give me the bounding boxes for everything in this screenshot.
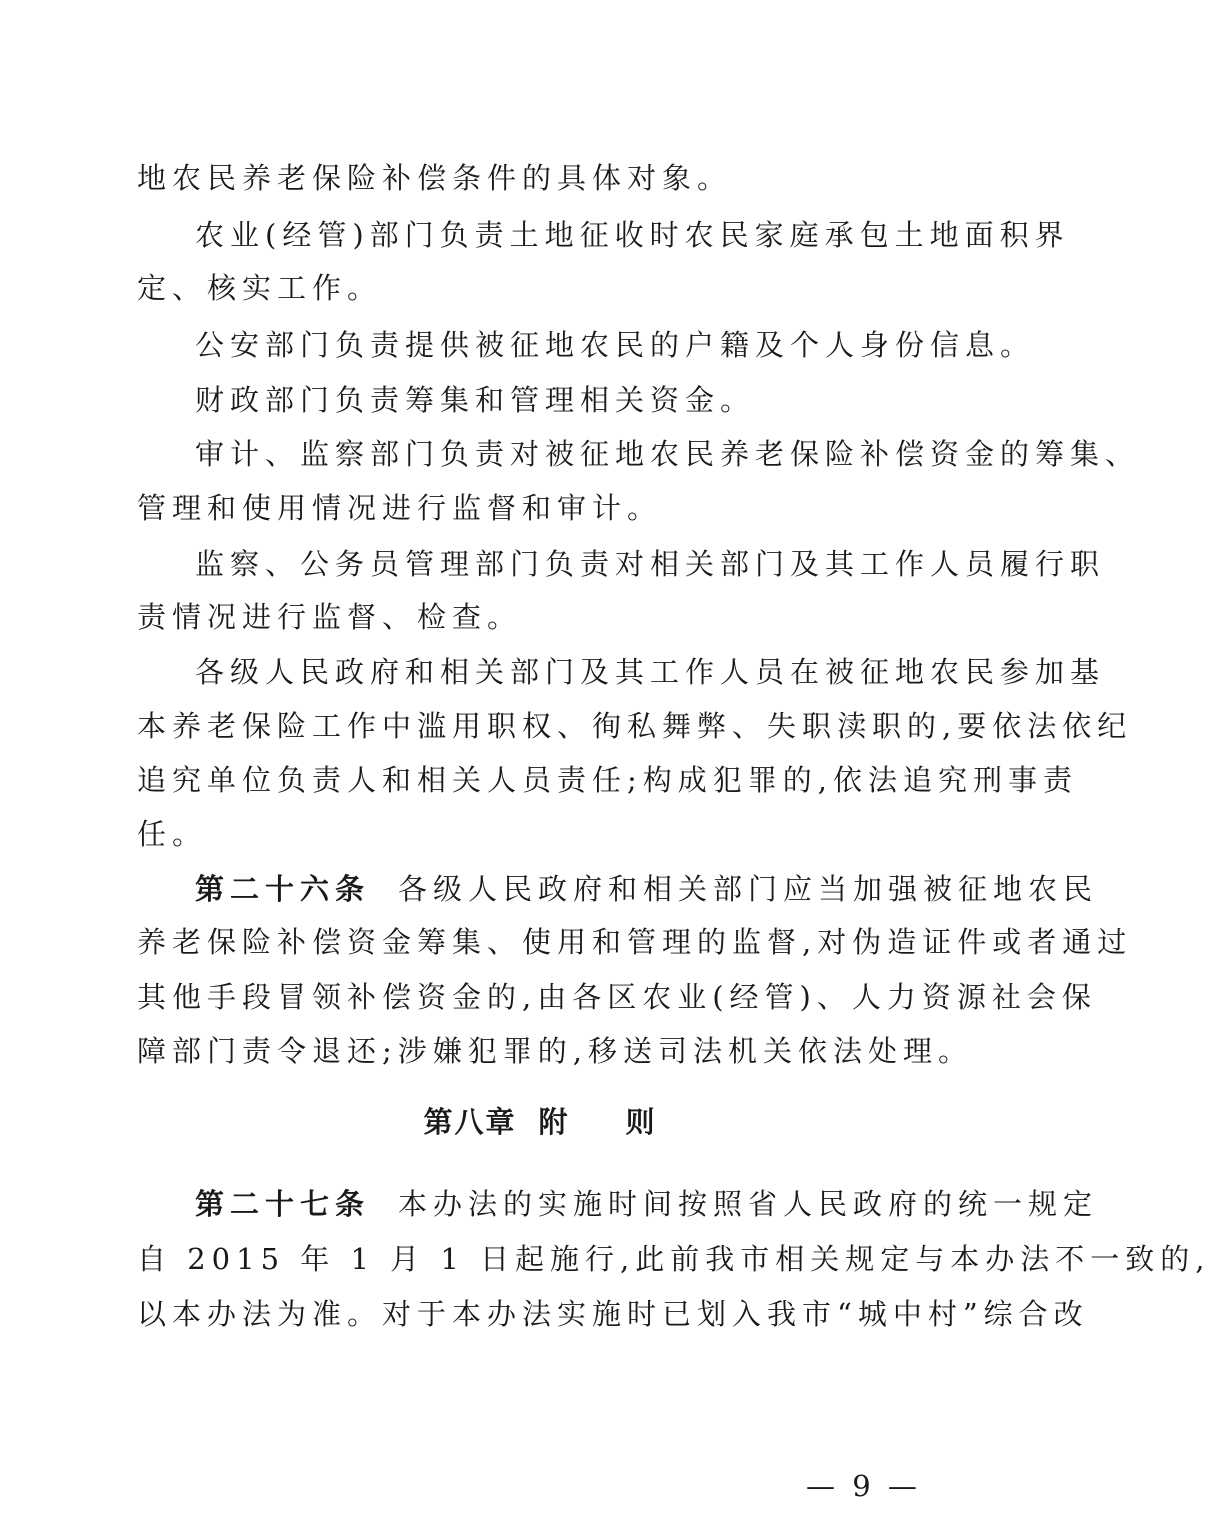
text-line: 各级人民政府和相关部门及其工作人员在被征地农民参加基	[195, 655, 1106, 689]
text-line: 定、核实工作。	[137, 271, 383, 305]
text-line: 监察、公务员管理部门负责对相关部门及其工作人员履行职	[195, 547, 1106, 581]
text-line: 自 2015 年 1 月 1 日起施行,此前我市相关规定与本办法不一致的,	[137, 1242, 1210, 1276]
article-27-first-line	[195, 1184, 1099, 1224]
text-line: 审计、监察部门负责对被征地农民养老保险补偿资金的筹集、	[195, 437, 1141, 471]
text-line: 养老保险补偿资金筹集、使用和管理的监督,对伪造证件或者通过	[137, 925, 1133, 959]
article-27-label: 第二十七条	[195, 1187, 371, 1221]
text-line: 农业(经管)部门负责土地征收时农民家庭承包土地面积界	[195, 218, 1070, 252]
article-26-text: 各级人民政府和相关部门应当加强被征地农民	[398, 872, 1099, 906]
text-line: 地农民养老保险补偿条件的具体对象。	[137, 161, 733, 195]
text-line: 其他手段冒领补偿资金的,由各区农业(经管)、人力资源社会保	[137, 980, 1097, 1014]
text-line: 财政部门负责筹集和管理相关资金。	[195, 383, 756, 417]
article-26-first-line	[195, 869, 1099, 909]
text-line: 任。	[137, 817, 208, 851]
chapter-word-2: 则	[625, 1105, 657, 1139]
chapter-word-1: 附	[538, 1105, 570, 1139]
text-line: 障部门责令退还;涉嫌犯罪的,移送司法机关依法处理。	[137, 1034, 973, 1068]
page-number: — 9 —	[806, 1469, 921, 1503]
article-27-text: 本办法的实施时间按照省人民政府的统一规定	[398, 1187, 1099, 1221]
article-26-label: 第二十六条	[195, 872, 371, 906]
text-line: 管理和使用情况进行监督和审计。	[137, 491, 663, 525]
text-line: 责情况进行监督、检查。	[137, 600, 523, 634]
chapter-heading	[0, 1102, 1080, 1142]
text-line: 以本办法为准。对于本办法实施时已划入我市“城中村”综合改	[137, 1297, 1089, 1331]
text-line: 公安部门负责提供被征地农民的户籍及个人身份信息。	[195, 328, 1036, 362]
chapter-number: 第八章	[423, 1105, 517, 1139]
text-line: 本养老保险工作中滥用职权、徇私舞弊、失职渎职的,要依法依纪	[137, 709, 1133, 743]
text-line: 追究单位负责人和相关人员责任;构成犯罪的,依法追究刑事责	[137, 763, 1078, 797]
